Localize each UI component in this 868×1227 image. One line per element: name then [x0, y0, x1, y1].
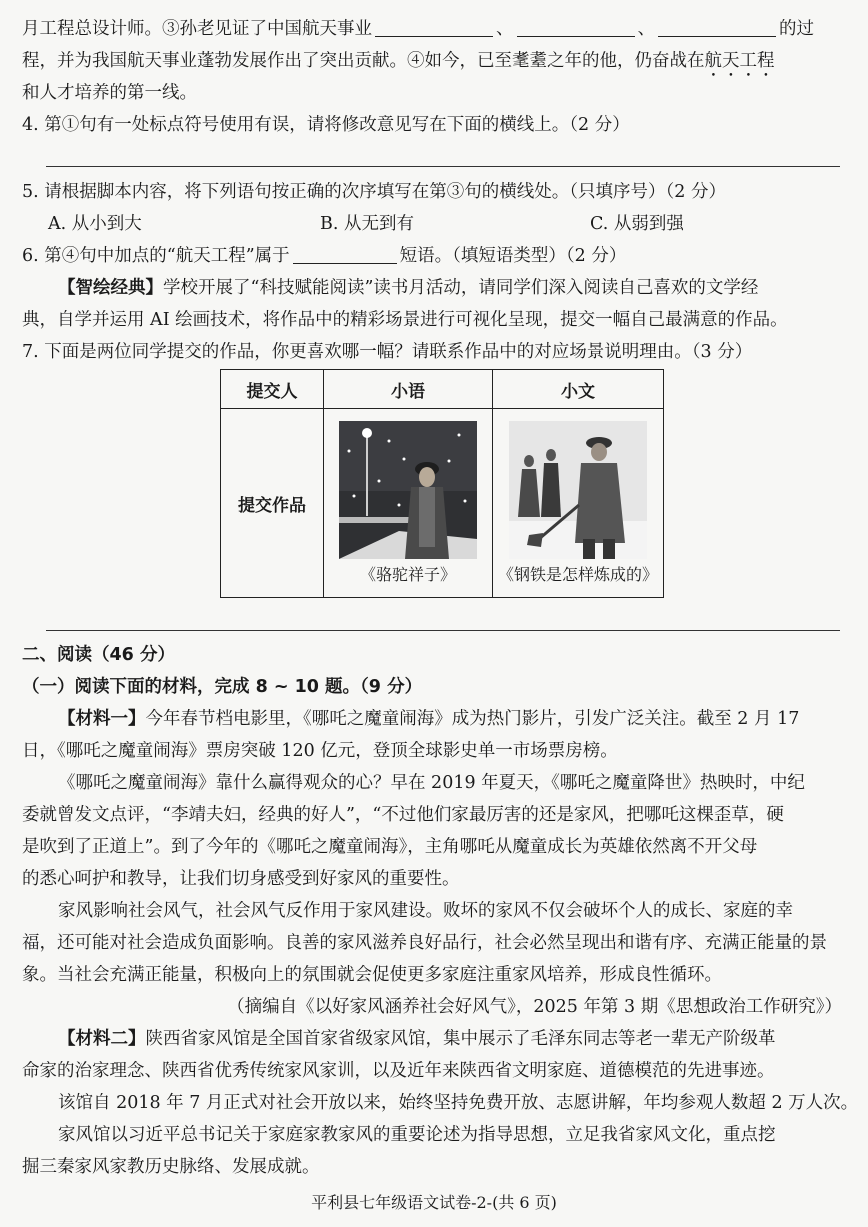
material-1-line-5: 是吹到了正道上”。到了今年的《哪吒之魔童闹海》，主角哪吒从魔童成长为英雄依然离不开父母	[22, 837, 758, 857]
material-1-para-1: 【材料一】今年春节档电影里，《哪吒之魔童闹海》成为热门影片，引发广泛关注。截至 2 月 17	[58, 709, 800, 729]
blank-2	[517, 18, 635, 37]
ai-painting-shovel-worker	[509, 421, 647, 559]
blank-3	[658, 18, 776, 37]
line-2: 程，并为我国航天事业蓬勃发展作出了突出贡献。④如今，已至耄耋之年的他，仍奋战在航天工程	[22, 51, 775, 71]
material-2-para-1: 【材料二】陕西省家风馆是全国首家省级家风馆，集中展示了毛泽东同志等老一辈无产阶级革	[58, 1029, 776, 1049]
option-a: A. 从小到大	[48, 214, 142, 234]
material-1-line-6: 的悉心呵护和教导，让我们切身感受到好家风的重要性。	[22, 869, 460, 889]
material-2-para-2: 该馆自 2018 年 7 月正式对社会开放以来，始终坚持免费开放、志愿讲解，年均参观人数超 2 万人次。	[58, 1093, 859, 1113]
material-1-para-2: 《哪吒之魔童闹海》靠什么赢得观众的心？早在 2019 年夏天，《哪吒之魔童降世》热映时，中纪	[58, 773, 805, 793]
question-6: 6. 第④句中加点的“航天工程”属于 短语。（填短语类型）（2 分）	[22, 246, 627, 266]
line-1-text: 月工程总设计师。③孙老见证了中国航天事业	[22, 19, 372, 39]
material-1-line-4: 委就曾发文点评，“李靖夫妇，经典的好人”，“不过他们家最厉害的还是家风，把哪吒这棵歪草，硬	[22, 805, 784, 825]
ai-painting-snowy-street	[339, 421, 477, 559]
material-1-source: （摘编自《以好家风涵养社会好风气》，2025 年第 3 期《思想政治工作研究》）	[227, 997, 842, 1017]
question-4: 4. 第①句有一处标点符号使用有误，请将修改意见写在下面的横线上。（2 分）	[22, 115, 630, 135]
option-b: B. 从无到有	[320, 214, 414, 234]
material-1-line-8: 福，还可能对社会造成负面影响。良善的家风滋养良好品行，社会必然呈现出和谐有序、充满正能量的景	[22, 933, 827, 953]
material-1-para-3: 家风影响社会风气，社会风气反作用于家风建设。败坏的家风不仅会破坏个人的成长、家庭的幸	[58, 901, 793, 921]
caption-steel-tempered: 《钢铁是怎样炼成的》	[497, 565, 658, 584]
option-c: C. 从弱到强	[590, 214, 684, 234]
material-2-line-2: 命家的治家理念、陕西省优秀传统家风家训，以及近年来陕西省文明家庭、道德模范的先进事迹。	[22, 1061, 775, 1081]
material-2-para-3: 家风馆以习近平总书记关于家庭家教家风的重要论述为指导思想，立足我省家风文化，重点挖	[58, 1125, 776, 1145]
section-divider	[46, 630, 840, 631]
line-3: 和人才培养的第一线。	[22, 83, 197, 103]
row-label-works: 提交作品	[221, 409, 324, 598]
header-xiaowen: 小文	[493, 370, 664, 409]
cell-xiaoyu	[324, 409, 493, 598]
cell-xiaowen	[493, 409, 664, 598]
blank-1	[375, 18, 493, 37]
page-footer: 平利县七年级语文试卷-2-(共 6 页)	[311, 1193, 557, 1212]
blank-q6	[293, 245, 397, 264]
header-submitter: 提交人	[221, 370, 324, 409]
submission-table	[220, 369, 664, 598]
zhihui-intro: 【智绘经典】学校开展了“科技赋能阅读”读书月活动，请同学们深入阅读自己喜欢的文学经	[58, 278, 759, 298]
caption-camel-xiangzi: 《骆驼祥子》	[359, 565, 456, 584]
section-title-reading: 二、阅读（46 分）	[22, 645, 175, 665]
material-1-line-2: 日，《哪吒之魔童闹海》票房突破 120 亿元，登顶全球影史单一市场票房榜。	[22, 741, 618, 761]
subsection-title: （一）阅读下面的材料，完成 8 ~ 10 题。（9 分）	[22, 677, 423, 697]
answer-line-q4	[46, 166, 840, 167]
zhihui-intro-2: 典，自学并运用 AI 绘画技术，将作品中的精彩场景进行可视化呈现，提交一幅自己最满意的作品。	[22, 310, 788, 330]
material-1-line-9: 象。当社会充满正能量，积极向上的氛围就会促使更多家庭注重家风培养，形成良性循环。	[22, 965, 722, 985]
line-1: 月工程总设计师。③孙老见证了中国航天事业 、 、 的过	[22, 19, 814, 39]
question-7: 7. 下面是两位同学提交的作品，你更喜欢哪一幅？请联系作品中的对应场景说明理由。（3 分）	[22, 342, 753, 362]
header-xiaoyu: 小语	[324, 370, 493, 409]
material-2-line-5: 掘三秦家风家教历史脉络、发展成就。	[22, 1157, 320, 1177]
emphasized-phrase: 航天工程	[704, 51, 775, 71]
question-5: 5. 请根据脚本内容，将下列语句按正确的次序填写在第③句的横线处。（只填序号）（2 分）	[22, 182, 726, 202]
